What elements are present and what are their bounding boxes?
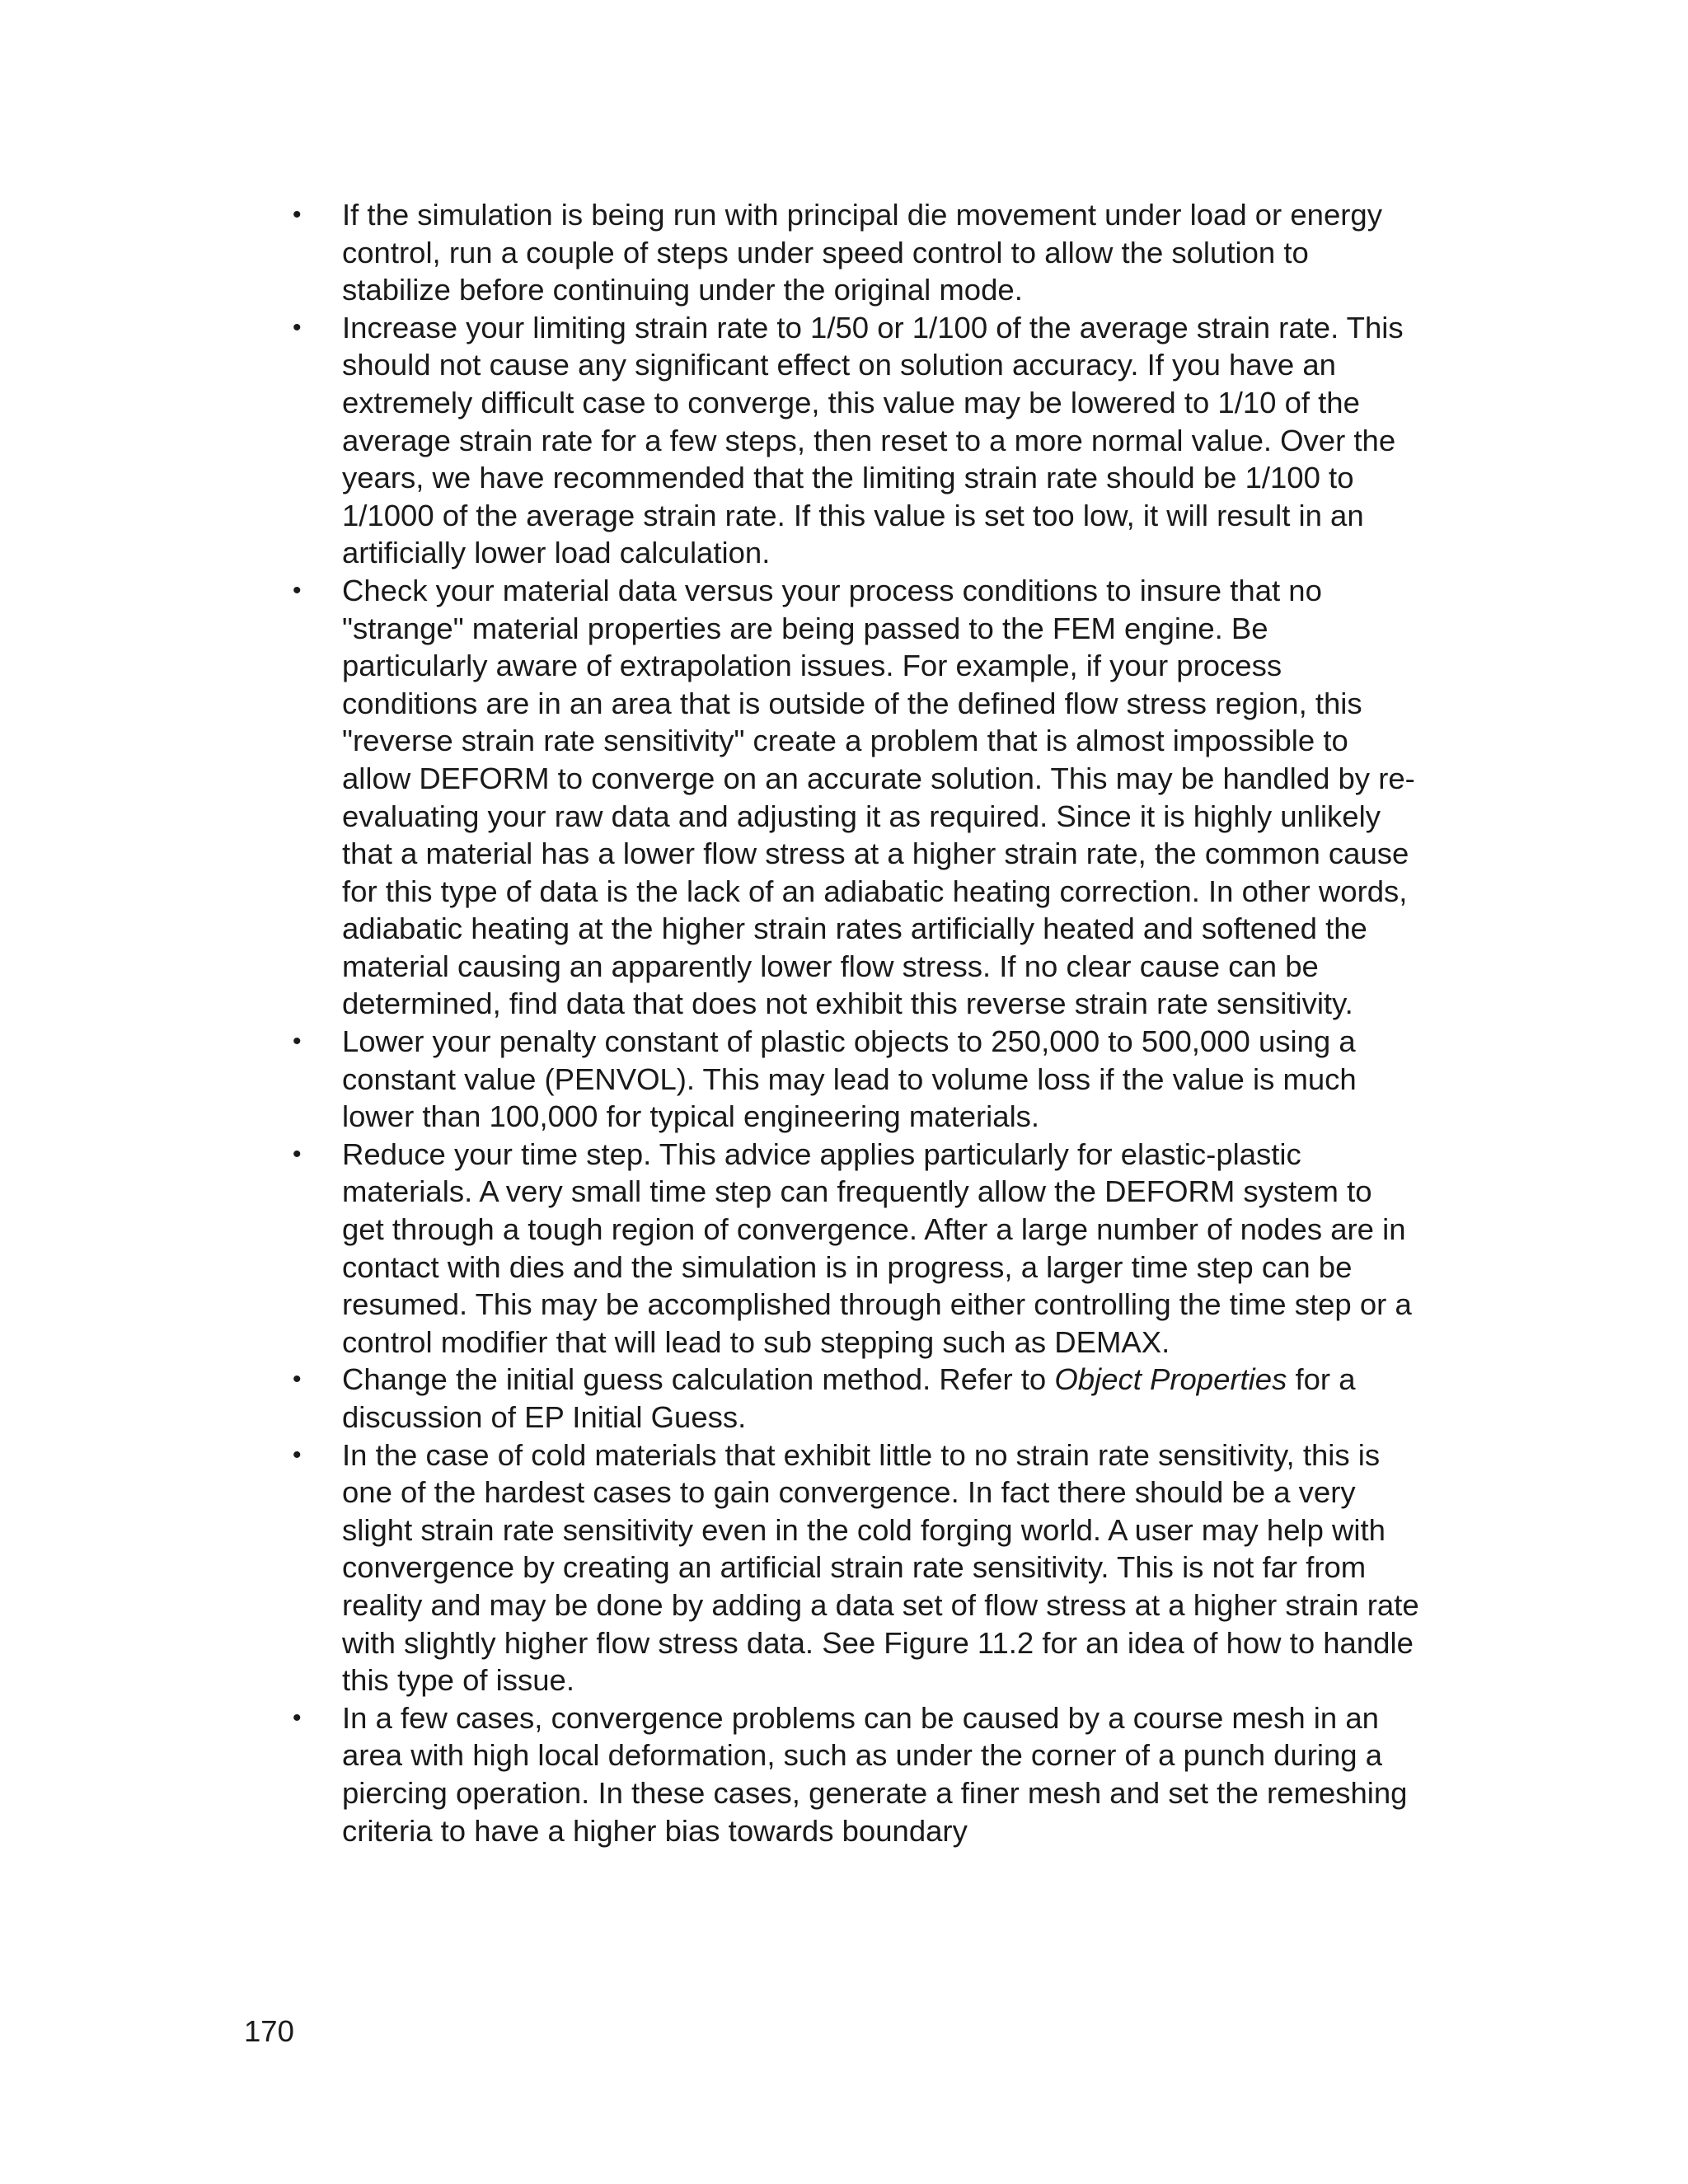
object-properties-reference: Object Properties xyxy=(1054,1362,1287,1397)
bullet-icon: • xyxy=(293,1704,302,1732)
list-item-text xyxy=(342,1361,1422,1436)
list-item-text: Reduce your time step. This advice applies particularly for elastic-plastic materials. A very small time step can frequently allow the DEFORM system to get through a tough region of convergence. After a large number of nodes are in contact with dies and the simulation is in progress, a larger time step can be resumed. This may be accomplished through either controlling the time step or a control modifier that will lead to sub stepping such as DEMAX. xyxy=(342,1137,1412,1359)
bullet-icon: • xyxy=(293,576,302,604)
list-item xyxy=(293,309,1422,572)
list-item-text: In the case of cold materials that exhibit little to no strain rate sensitivity, this is one of the hardest cases to gain convergence. In fact there should be a very slight strain rate sensitivity even in the cold forging world. A user may help with convergence by creating an artificial strain rate sensitivity. This is not far from reality and may be done by adding a data set of flow stress at a higher strain rate with slightly higher flow stress data. See Figure 11.2 for an idea of how to handle this type of issue. xyxy=(342,1437,1419,1698)
list-item-text: If the simulation is being run with principal die movement under load or energy control, run a couple of steps under speed control to allow the solution to stabilize before continuing under the original mode. xyxy=(342,198,1382,307)
list-item-text: Check your material data versus your process conditions to insure that no "strange" material properties are being passed to the FEM engine. Be particularly aware of extrapolation issues. For example, if your process conditions are in an area that is outside of the defined flow stress region, this "reverse strain rate sensitivity" create a problem that is almost impossible to allow DEFORM to converge on an accurate solution. This may be handled by re-evaluating your raw data and adjusting it as required. Since it is highly unlikely that a material has a lower flow stress at a higher strain rate, the common cause for this type of data is the lack of an adiabatic heating correction. In other words, adiabatic heating at the higher strain rates artificially heated and softened the material causing an apparently lower flow stress. If no clear cause can be determined, find data that does not exhibit this reverse strain rate sensitivity. xyxy=(342,573,1415,1021)
bullet-icon: • xyxy=(293,313,302,341)
bullet-icon: • xyxy=(293,1140,302,1168)
list-item xyxy=(293,572,1422,1023)
list-item xyxy=(293,1023,1422,1136)
list-item-text-part: Change the initial guess calculation method. Refer to xyxy=(342,1362,1055,1397)
list-item xyxy=(293,1436,1422,1699)
bullet-icon: • xyxy=(293,1028,302,1056)
list-item-text: Lower your penalty constant of plastic objects to 250,000 to 500,000 using a constant value (PENVOL). This may lead to volume loss if the value is much lower than 100,000 for typical engineering materials. xyxy=(342,1024,1357,1134)
list-item-text: Increase your limiting strain rate to 1/50 or 1/100 of the average strain rate. This should not cause any significant effect on solution accuracy. If you have an extremely difficult case to converge, this value may be lowered to 1/10 of the average strain rate for a few steps, then reset to a more normal value. Over the years, we have recommended that the limiting strain rate should be 1/100 to 1/1000 of the average strain rate. If this value is set too low, it will result in an artificially lower load calculation. xyxy=(342,310,1404,570)
list-item-text-part: for a discussion of EP Initial Guess. xyxy=(342,1362,1356,1434)
bullet-icon: • xyxy=(293,201,302,228)
list-item xyxy=(293,1361,1422,1436)
list-item xyxy=(293,1136,1422,1361)
list-item-text: In a few cases, convergence problems can be caused by a course mesh in an area with high local deformation, such as under the corner of a punch during a piercing operation. In these cases, generate a finer mesh and set the remeshing criteria to have a higher bias towards boundary xyxy=(342,1700,1408,1848)
bullet-icon: • xyxy=(293,1441,302,1469)
page-number: 170 xyxy=(244,2014,294,2048)
bullet-icon: • xyxy=(293,1366,302,1394)
list-item xyxy=(293,196,1422,309)
bullet-list xyxy=(293,196,1422,1849)
list-item xyxy=(293,1699,1422,1849)
